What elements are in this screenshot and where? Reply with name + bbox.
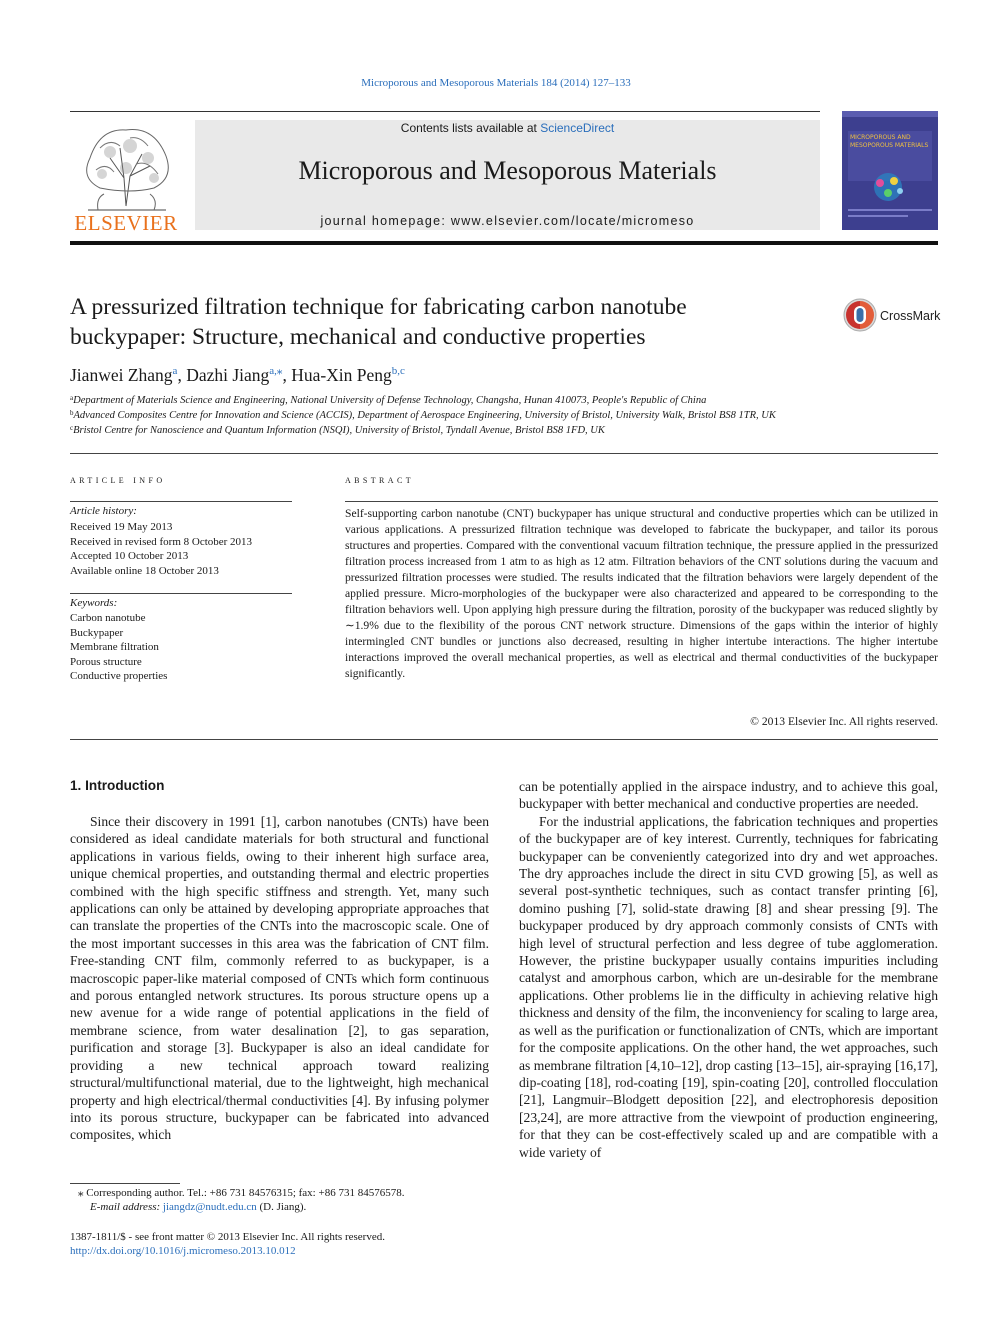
right-column [519, 778, 938, 1161]
article-info-rule [70, 501, 292, 502]
contents-prefix: Contents lists available at [400, 121, 541, 135]
author-separator: , [177, 364, 187, 385]
svg-text:MESOPOROUS MATERIALS: MESOPOROUS MATERIALS [850, 142, 929, 149]
keywords-list [70, 611, 167, 684]
affiliation-a [70, 394, 706, 406]
author-name[interactable]: Dazhi Jiang [186, 364, 270, 385]
author-affiliation-marker[interactable]: a [172, 365, 178, 377]
keyword: Buckypaper [70, 626, 124, 639]
author-name[interactable]: Hua-Xin Peng [291, 364, 392, 385]
history-list [70, 520, 252, 578]
abstract-rule [345, 501, 938, 502]
email-label: E-mail address: [90, 1201, 163, 1213]
abstract-text: Self-supporting carbon nanotube (CNT) buckypaper has unique structural and conductive properties which can be utilized in various applications. A pressurized filtration technique was developed to fabricate the buckypaper, and tailor its porous structures and properties. Compared with the conventional vacuum filtration technique, the pressure applied in the pressurized filtration process increased from 1 atm to as high as 12 atm. Filtration behaviors of the CNT solutions during the vacuum and pressurized filtration processes were studied. The results indicated that the filtration behaviors were largely dependent of the applied pressure. Micro-morphologies of the buckypaper were also characterized and appeared to be corresponding to the filtration behaviors well. Upon applying high pressure during the filtration, porosity of the buckypaper was reduced slightly by ∼1.9% due to the flexibility of the porous CNT network structure. Dimensions of the gaps within the interior of highly intermingled CNT bundles or junctions also decreased, resulting in higher intertube interactions. The higher intertube interactions improved the overall mechanical properties, as well as electrical and thermal conductivities of the buckypaper significantly. [345, 507, 938, 680]
journal-cover-image [842, 111, 938, 230]
title-line-1: A pressurized filtration technique for fabricating carbon nanotube [70, 294, 687, 320]
journal-title: Microporous and Mesoporous Materials [298, 156, 717, 185]
corresponding-author-note: ⁎ Corresponding author. Tel.: +86 731 84576315; fax: +86 731 84576578. [78, 1187, 405, 1199]
elsevier-wordmark: ELSEVIER [74, 211, 178, 235]
journal-homepage[interactable]: journal homepage: www.elsevier.com/locate/micromeso [320, 214, 695, 228]
keyword: Carbon nanotube [70, 612, 146, 624]
history-item: Available online 18 October 2013 [70, 564, 219, 577]
sciencedirect-link[interactable]: ScienceDirect [540, 121, 615, 135]
footnote-rule [70, 1183, 180, 1184]
affiliation-marker: a [70, 394, 74, 402]
body-paragraph: Since their discovery in 1991 [1], carbon nanotubes (CNTs) have been considered as ideal candidate materials for both structural and functional applications in various fields, owing to their inherent high surface area, unique chemical properties, and outstanding thermal and electric properties combined with the high specific stiffness and strength. Yet, many such applications can only be attained by developing appropriate approaches that can translate the properties of the CNTs into the macroscopic scale. One of the most important successes in this area was the fabrication of CNT film. Free-standing CNT film, commonly referred to as buckypaper, is a macroscopic paper-like material composed of CNTs which form continuous and porous entangled network structures. Its porous structure opens up a new avenue for a wide range of potential applications in the field of membrane science, from water desalination [2], to gas separation, purification and storage [3]. Buckypaper is also an ideal candidate for providing a new technical approach toward realizing structural/multifunctional material, due to the lightweight, high mechanical property and high electrical/thermal conductivities [4]. By infusing polymer into its porous structure, buckypaper can be fabricated into advanced composites, which [70, 814, 489, 1143]
contents-line [195, 121, 820, 135]
article-info-heading: article info [70, 474, 166, 486]
author-affiliation-marker[interactable]: a,⁎ [269, 365, 283, 377]
doi-link[interactable]: http://dx.doi.org/10.1016/j.micromeso.2013.10.012 [70, 1245, 296, 1257]
affiliation-text: Department of Materials Science and Engineering, National University of Defense Technology, Changsha, Hunan 410073, People's Republic of China [73, 395, 707, 406]
affiliation-marker: b [70, 409, 74, 417]
abstract-bottom-rule [70, 739, 938, 740]
keyword: Membrane filtration [70, 641, 159, 653]
header-rule [70, 111, 820, 112]
body-paragraph: can be potentially applied in the airspace industry, and to achieve this goal, buckypaper with better mechanical and conductive properties are needed. [519, 779, 938, 812]
email-link[interactable]: jiangdz@nudt.edu.cn [162, 1201, 257, 1213]
title-line-2: buckypaper: Structure, mechanical and conductive properties [70, 324, 646, 350]
article-title [70, 292, 830, 352]
history-label: Article history: [70, 505, 137, 517]
left-column [70, 813, 489, 1144]
author-affiliation-marker[interactable]: b,c [391, 365, 405, 377]
journal-citation[interactable]: Microporous and Mesoporous Materials 184 (2014) 127–133 [361, 77, 631, 89]
author-list [70, 364, 405, 386]
cover-title: MICROPOROUS AND [850, 134, 911, 141]
affiliation-marker: c [70, 424, 74, 432]
affiliation-text: Bristol Centre for Nanoscience and Quantum Information (NSQI), University of Bristol, Tyndall Avenue, Bristol BS8 1FD, UK [73, 425, 605, 436]
email-suffix: (D. Jiang). [256, 1201, 307, 1213]
affiliation-c [70, 424, 605, 436]
history-item: Accepted 10 October 2013 [70, 550, 189, 562]
history-item: Received 19 May 2013 [70, 521, 173, 533]
keyword: Conductive properties [70, 670, 168, 682]
issn-line: 1387-1811/$ - see front matter © 2013 Elsevier Inc. All rights reserved. [70, 1231, 385, 1243]
body-paragraph: For the industrial applications, the fabrication techniques and properties of the buckypaper are of key interest. Currently, techniques for fabricating buckypaper can be conveniently categorized into dry and wet approaches. The dry approaches include the direct in situ CVD growing [5], as well as several post-synthetic techniques, such as contact transfer printing [6], domino pushing [7], solid-state drawing [8] and shear pressing [9]. The buckypaper produced by dry approach commonly consists of CNTs with high level of structural perfection and less degree of tube agglomeration. However, the pristine buckypaper usually contains impurities including catalyst and amorphous carbon, which are un-desirable for the membrane applications. Other problems lie in the difficulty in achieving relative high thickness and density of the film, the inconveniency for scaling to large area, as well as the purification or functionalization of CNTs, which are important for the composite applications. On the other hand, the wet approaches, such as membrane filtration [4,10–12], drop casting [13–15], air-spraying [16,17], dip-coating [18], rod-coating [19], spin-coating [20], controlled flocculation [21], Langmuir–Blodgett deposition [22], and electrophoresis deposition [23,24], are more attractive from the viewpoint of production engineering, for that they can be cost-effectively scaled up and are compatible with a wide variety of [519, 813, 938, 1160]
abstract-heading: abstract [345, 474, 414, 486]
crossmark-label[interactable]: CrossMark [880, 309, 941, 323]
affiliation-b [70, 409, 776, 421]
section-heading-introduction: 1. Introduction [70, 778, 165, 793]
abstract-copyright: © 2013 Elsevier Inc. All rights reserved. [750, 715, 938, 728]
affiliation-text: Advanced Composites Centre for Innovation and Science (ACCIS), Department of Aerospace Engineering, University of Bristol, University Walk, Bristol BS8 1TR, UK [73, 410, 776, 421]
keywords-rule [70, 593, 292, 594]
author-name[interactable]: Jianwei Zhang [70, 364, 173, 385]
email-note [90, 1201, 306, 1213]
keyword: Porous structure [70, 655, 142, 668]
affiliation-rule [70, 453, 938, 454]
keywords-label: Keywords: [70, 597, 118, 609]
header-thick-rule [70, 241, 938, 245]
history-item: Received in revised form 8 October 2013 [70, 535, 253, 548]
author-separator: , [282, 364, 292, 385]
